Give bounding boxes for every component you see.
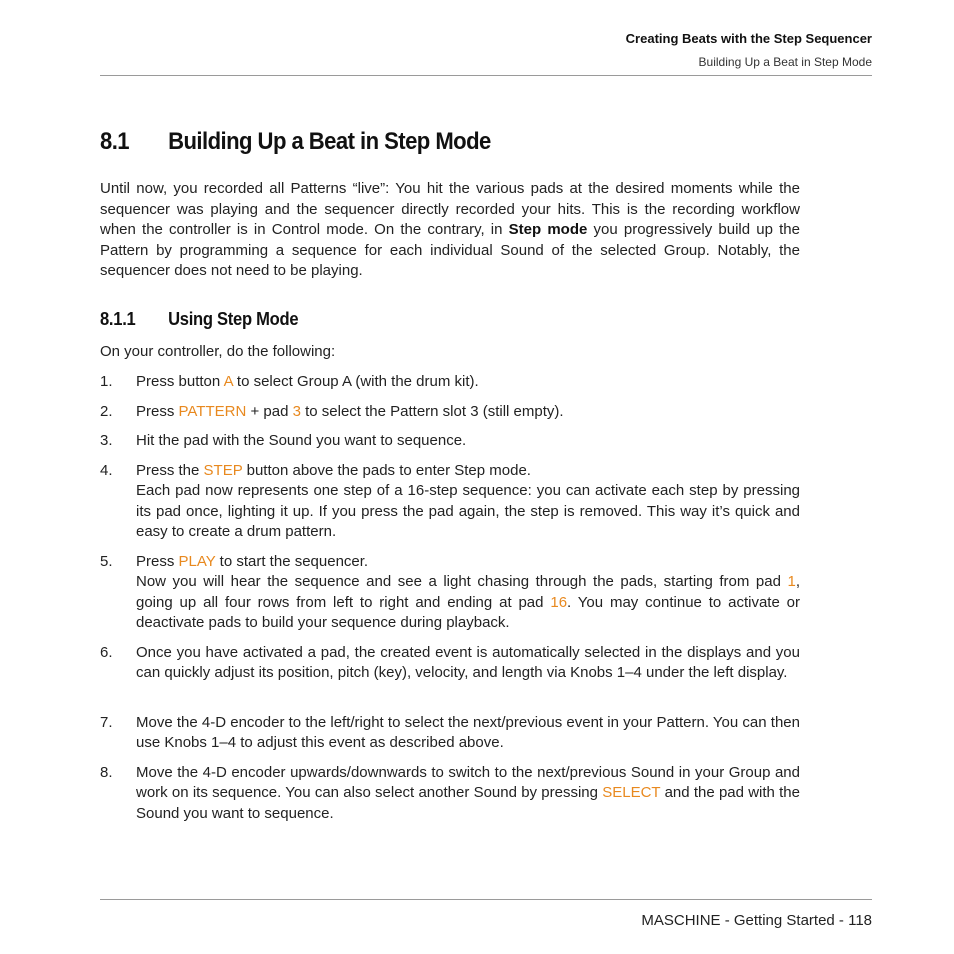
section-heading xyxy=(100,128,491,156)
section-title: Building Up a Beat in Step Mode xyxy=(168,128,491,155)
step-number: 5. xyxy=(100,553,113,570)
intro-text-1: Until now, you recorded all Patterns “live”: You hit the various pads at the desired moments while the sequencer was playing and the sequencer directly recorded your hits. This is the recording workflow when the controller is in Control mode. On the contrary, in xyxy=(100,180,800,238)
step-text: Once you have activated a pad, the created event is automatically selected in the displays and you can quickly adjust its position, pitch (key), velocity, and length via Knobs 1–4 under the left display. xyxy=(136,644,800,682)
intro-text-2: you progressively build up the Pattern by programming a sequence for each individual Sound of the selected Group. Notably, the sequencer does not need to be playing. xyxy=(100,221,800,279)
subsection-heading xyxy=(100,309,298,330)
step-text: Move the 4-D encoder to the left/right to select the next/previous event in your Pattern. You can then use Knobs 1–4 to adjust this event as described above. xyxy=(136,714,800,752)
step-number: 3. xyxy=(100,432,113,449)
control-label-pad-1: 1 xyxy=(787,573,796,591)
step-number: 2. xyxy=(100,403,113,420)
running-header-chapter: Creating Beats with the Step Sequencer xyxy=(625,31,872,46)
step-text: + pad xyxy=(246,403,293,420)
footer-divider xyxy=(100,899,872,900)
list-item-step-6 xyxy=(100,643,800,684)
step-text: Move the 4-D encoder upwards/downwards to switch to the next/previous Sound in your Group and work on its sequence. You can also select another Sound by pressing xyxy=(136,764,800,802)
intro-paragraph xyxy=(100,179,800,282)
control-label-pad-3: 3 xyxy=(292,403,301,420)
step-text: button above the pads to enter Step mode. xyxy=(242,462,531,479)
step-number: 4. xyxy=(100,462,113,479)
step-number: 1. xyxy=(100,373,113,390)
control-label-pattern: PATTERN xyxy=(178,403,247,420)
running-header-section: Building Up a Beat in Step Mode xyxy=(698,55,872,69)
step-text: Press xyxy=(136,553,179,570)
step-detail: . You may continue to activate or deactivate pads to build your sequence during playback. xyxy=(136,593,800,631)
control-label-play: PLAY xyxy=(178,553,216,570)
step-number: 7. xyxy=(100,714,113,731)
step-text: and the pad with the Sound you want to sequence. xyxy=(136,784,800,822)
list-item-step-8 xyxy=(100,763,800,824)
page-footer: MASCHINE - Getting Started - 118 xyxy=(641,912,872,929)
step-text: to select the Pattern slot 3 (still empty). xyxy=(300,403,564,420)
control-label-pad-16: 16 xyxy=(550,593,568,611)
intro-bold-term: Step mode xyxy=(508,221,588,238)
step-text: Press xyxy=(136,403,179,420)
step-number: 8. xyxy=(100,764,113,781)
control-label-step: STEP xyxy=(203,462,243,479)
control-label-select: SELECT xyxy=(602,784,661,802)
step-text: Hit the pad with the Sound you want to sequence. xyxy=(136,432,467,449)
step-text: Press the xyxy=(136,462,204,479)
subsection-number: 8.1.1 xyxy=(100,309,136,329)
step-number: 6. xyxy=(100,644,113,661)
list-item-step-3 xyxy=(100,431,800,451)
section-number: 8.1 xyxy=(100,128,130,155)
list-item-step-2 xyxy=(100,402,800,422)
step-text: to start the sequencer. xyxy=(215,553,369,570)
list-item-step-4 xyxy=(100,461,800,542)
step-text: Press button xyxy=(136,373,224,390)
steps-intro: On your controller, do the following: xyxy=(100,343,336,360)
step-detail: , going up all four rows from left to right and ending at pad xyxy=(136,573,800,611)
step-detail: Each pad now represents one step of a 16-step sequence: you can activate each step by pressing its pad once, lighting it up. If you press the pad again, the step is removed. This way it’s quick and easy to create a drum pattern. xyxy=(136,482,800,540)
control-label-a: A xyxy=(223,373,233,390)
list-item-step-1 xyxy=(100,372,800,392)
step-detail: Now you will hear the sequence and see a light chasing through the pads, starting from pad xyxy=(136,573,788,591)
step-text: to select Group A (with the drum kit). xyxy=(232,373,479,390)
list-item-step-5 xyxy=(100,552,800,633)
subsection-title: Using Step Mode xyxy=(168,309,299,329)
list-item-step-7 xyxy=(100,713,800,754)
header-divider xyxy=(100,75,872,76)
